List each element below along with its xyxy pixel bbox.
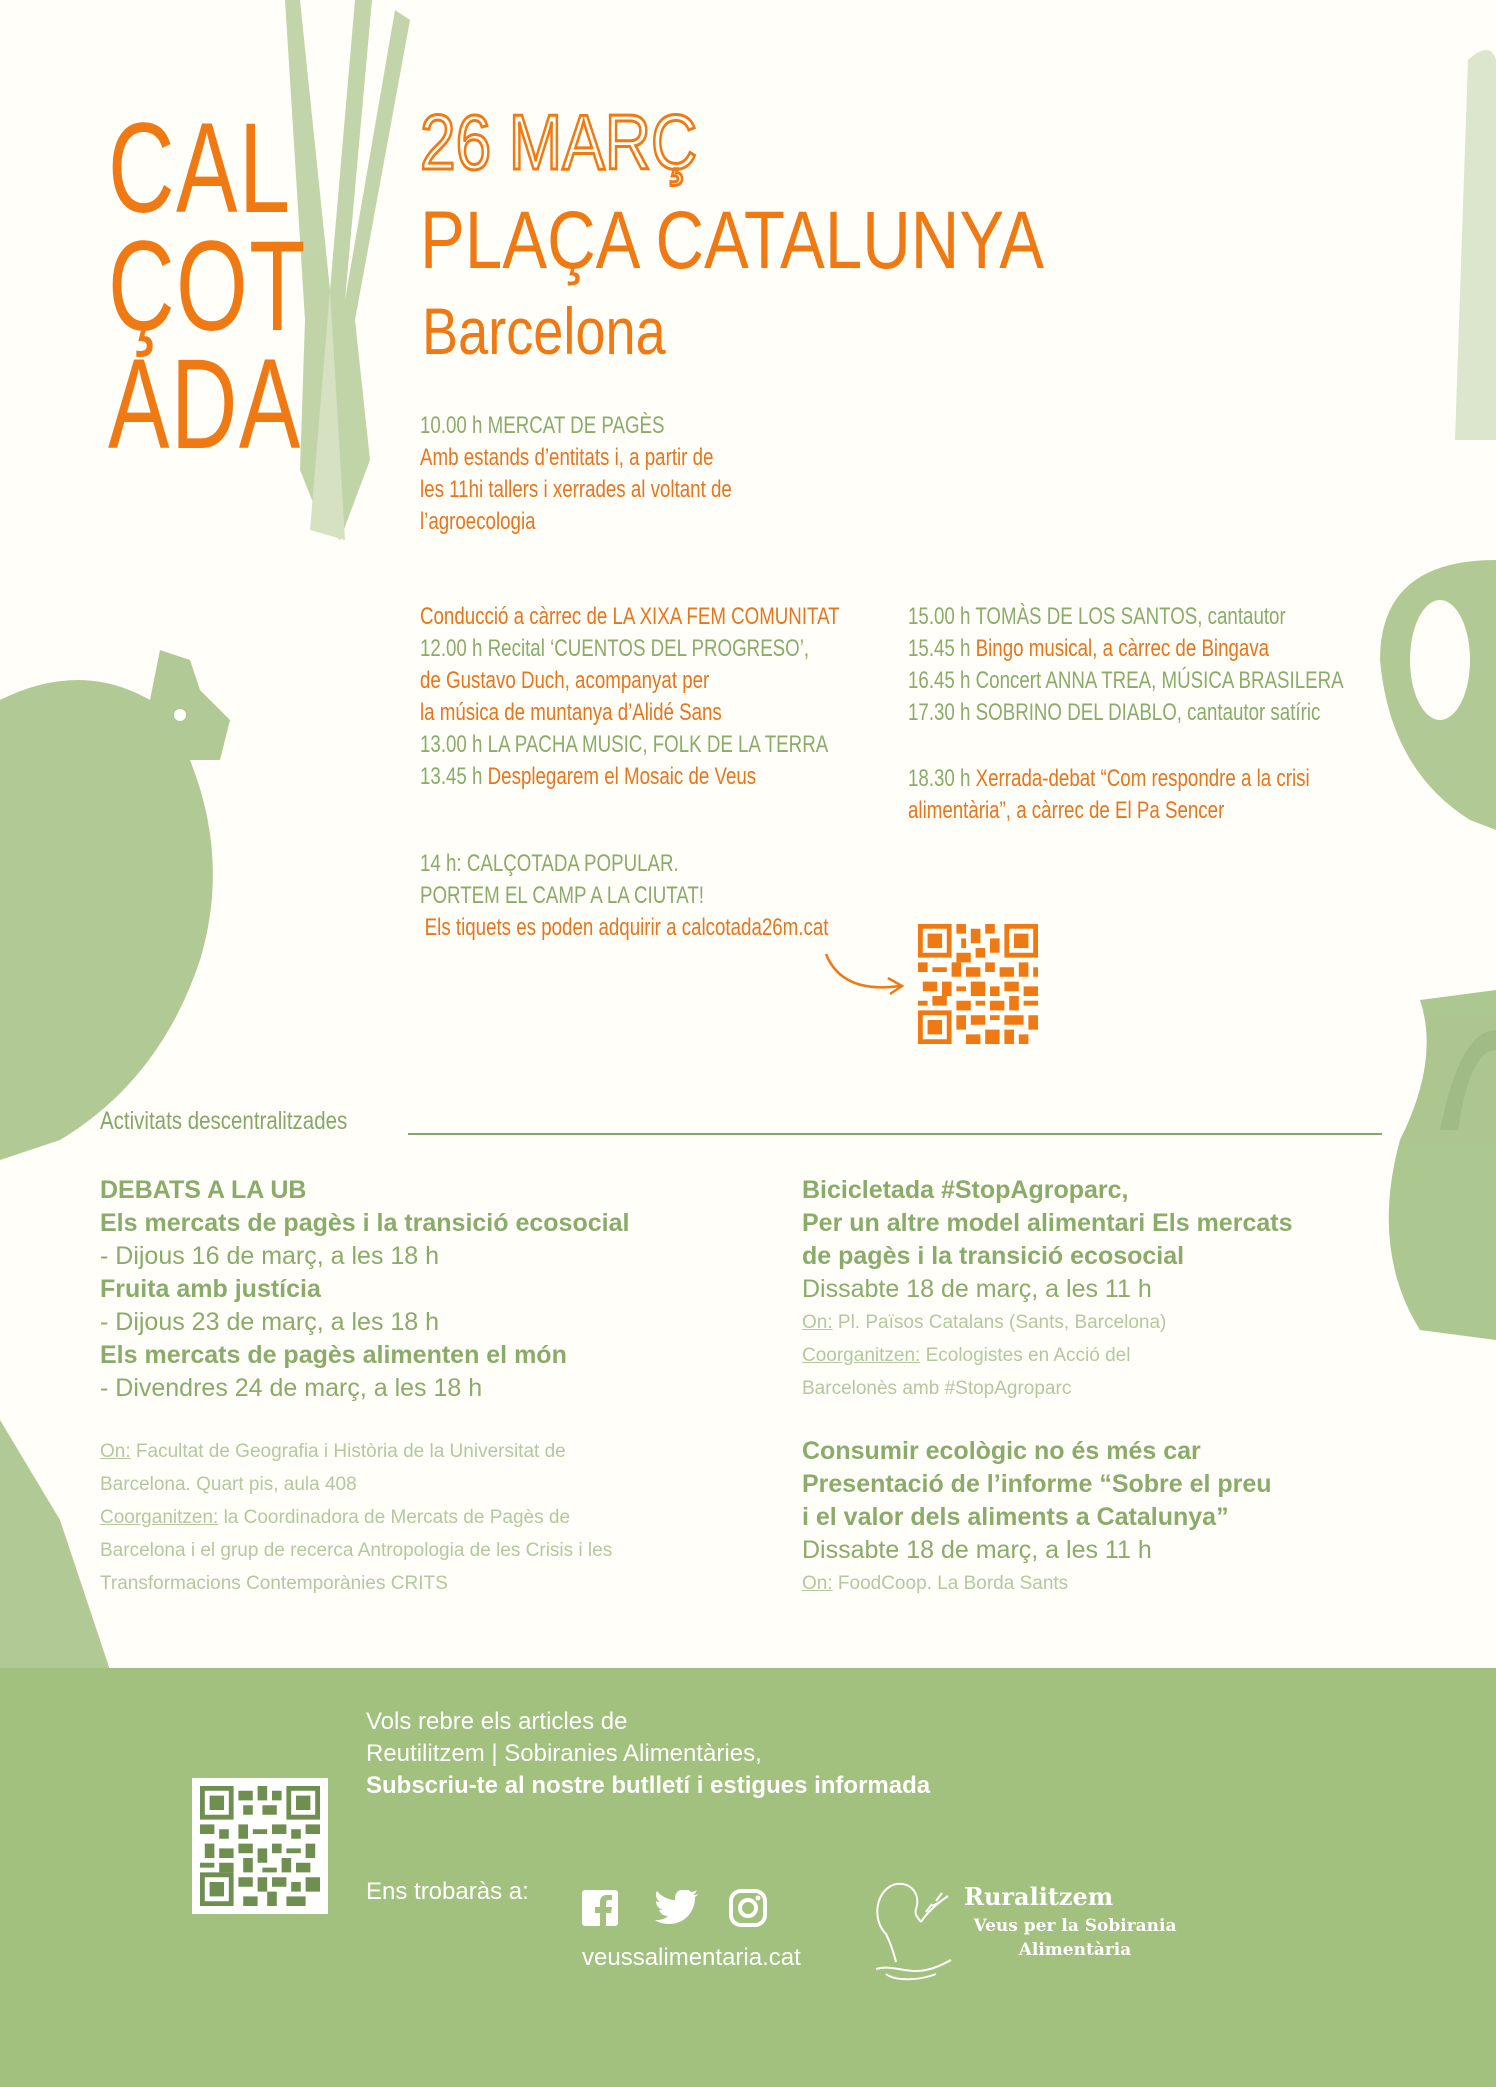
eco-title: Consumir ecològic no és més car [802,1437,1201,1465]
program-item: 13.00 h LA PACHA MUSIC, FOLK DE LA TERRA [420,731,829,758]
program-item: 15.00 h TOMÀS DE LOS SANTOS, cantautor [908,603,1286,630]
popular-line: PORTEM EL CAMP A LA CIUTAT! [420,882,705,909]
program-item: 18.30 h Xerrada-debat “Com respondre a la crisi [908,765,1310,792]
popular-line: 14 h: CALÇOTADA POPULAR. [420,850,679,877]
debate-date: - Dijous 16 de març, a les 18 h [100,1242,440,1270]
tickets-link[interactable]: Els tiquets es poden adquirir a calcotada26m.cat [424,914,829,941]
asparagus-illustration [1455,50,1496,440]
market-line: l’agroecologia [420,508,536,535]
program-item: 15.45 h Bingo musical, a càrrec de Bingava [908,635,1270,662]
bike-title: Per un altre model alimentari Els mercats [802,1209,1293,1237]
bike-location: On: Pl. Països Catalans (Sants, Barcelona) [802,1312,1167,1333]
debates-location: On: Facultat de Geografia i Història de la Universitat de [100,1441,566,1462]
facebook-icon[interactable] [580,1888,620,1928]
debates-organizers-line: Transformacions Contemporànies CRITS [100,1573,448,1594]
basket-illustration [1389,990,1496,1340]
program-left [420,601,840,793]
eco-title: Presentació de l’informe “Sobre el preu [802,1470,1272,1498]
newsletter-subscribe[interactable]: Subscriu-te al nostre butlletí i estigues informada [366,1772,931,1799]
debates-organizers-line: Barcelona i el grup de recerca Antropologia de les Crisis i les [100,1540,613,1561]
market-title: 10.00 h MERCAT DE PAGÈS [420,412,665,439]
find-us-label: Ens trobaràs a: [366,1878,529,1905]
logo-line-1: CAL [108,97,292,240]
bike-title: Bicicletada #StopAgroparc, [802,1176,1129,1204]
eco-location: On: FoodCoop. La Borda Sants [802,1573,1069,1594]
tickets-qr-code[interactable] [918,924,1038,1044]
program-item: 13.45 h Desplegarem el Mosaic de Veus [420,763,757,790]
program-item: de Gustavo Duch, acompanyat per [420,667,710,694]
event-date: 26 MARÇ [420,98,698,186]
newsletter-line: Reutilitzem | Sobiranies Alimentàries, [366,1740,762,1767]
ruralitzem-logo-icon [866,1874,956,1984]
debates-block [100,1174,780,1600]
logo-line-3: ADA [108,333,302,476]
newsletter-line: Vols rebre els articles de [366,1708,628,1735]
market-line: les 11hi tallers i xerrades al voltant de [420,476,732,503]
market-line: Amb estands d’entitats i, a partir de [420,444,714,471]
market-block [420,410,732,538]
debate-title: Fruita amb justícia [100,1275,321,1303]
arrow-icon [822,950,908,1000]
bike-date: Dissabte 18 de març, a les 11 h [802,1275,1152,1303]
hen-illustration [0,650,230,1160]
event-place: PLAÇA CATALUNYA [420,195,1045,286]
event-city: Barcelona [422,294,666,368]
brand-subtitle: Alimentària [1018,1940,1132,1960]
debates-organizers: Coorganitzen: la Coordinadora de Mercats de Pagès de [100,1507,571,1528]
program-item: 17.30 h SOBRINO DEL DIABLO, cantautor satíric [908,699,1321,726]
logo-line-2: ÇOT [108,215,307,358]
calcotada-logo [108,97,384,476]
program-item: 16.45 h Concert ANNA TREA, MÚSICA BRASILERA [908,667,1344,694]
eco-title: i el valor dels aliments a Catalunya” [802,1503,1229,1531]
website-link[interactable]: veussalimentaria.cat [582,1944,801,1971]
eco-date: Dissabte 18 de març, a les 11 h [802,1536,1152,1564]
twitter-icon[interactable] [654,1890,698,1926]
instagram-icon[interactable] [728,1888,768,1928]
brand-subtitle: Veus per la Sobirania [973,1916,1177,1936]
popular-block [420,848,828,944]
bike-organizers: Coorganitzen: Ecologistes en Acció del [802,1345,1131,1366]
activities-title: Activitats descentralitzades [100,1107,348,1135]
program-item: la música de muntanya d’Alidé Sans [420,699,722,726]
debates-heading: DEBATS A LA UB [100,1176,307,1204]
bike-organizers-line: Barcelonès amb #StopAgroparc [802,1378,1072,1399]
debate-title: Els mercats de pagès alimenten el món [100,1341,567,1369]
debate-date: - Dijous 23 de març, a les 18 h [100,1308,440,1336]
debate-title: Els mercats de pagès i la transició ecosocial [100,1209,630,1237]
events-block [802,1174,1402,1600]
program-item: Conducció a càrrec de LA XIXA FEM COMUNITAT [420,603,840,630]
brand-name: Ruralitzem [964,1882,1114,1911]
program-right [908,601,1344,827]
footer [0,1668,1496,2087]
bike-title: de pagès i la transició ecosocial [802,1242,1185,1270]
program-item: alimentària”, a càrrec de El Pa Sencer [908,797,1225,824]
debates-location-line: Barcelona. Quart pis, aula 408 [100,1474,357,1495]
activities-divider [408,1133,1382,1135]
onion-illustration [1380,560,1496,830]
debate-date: - Divendres 24 de març, a les 18 h [100,1374,483,1402]
program-item: 12.00 h Recital ‘CUENTOS DEL PROGRESO’, [420,635,810,662]
newsletter-qr-code[interactable] [192,1778,328,1914]
